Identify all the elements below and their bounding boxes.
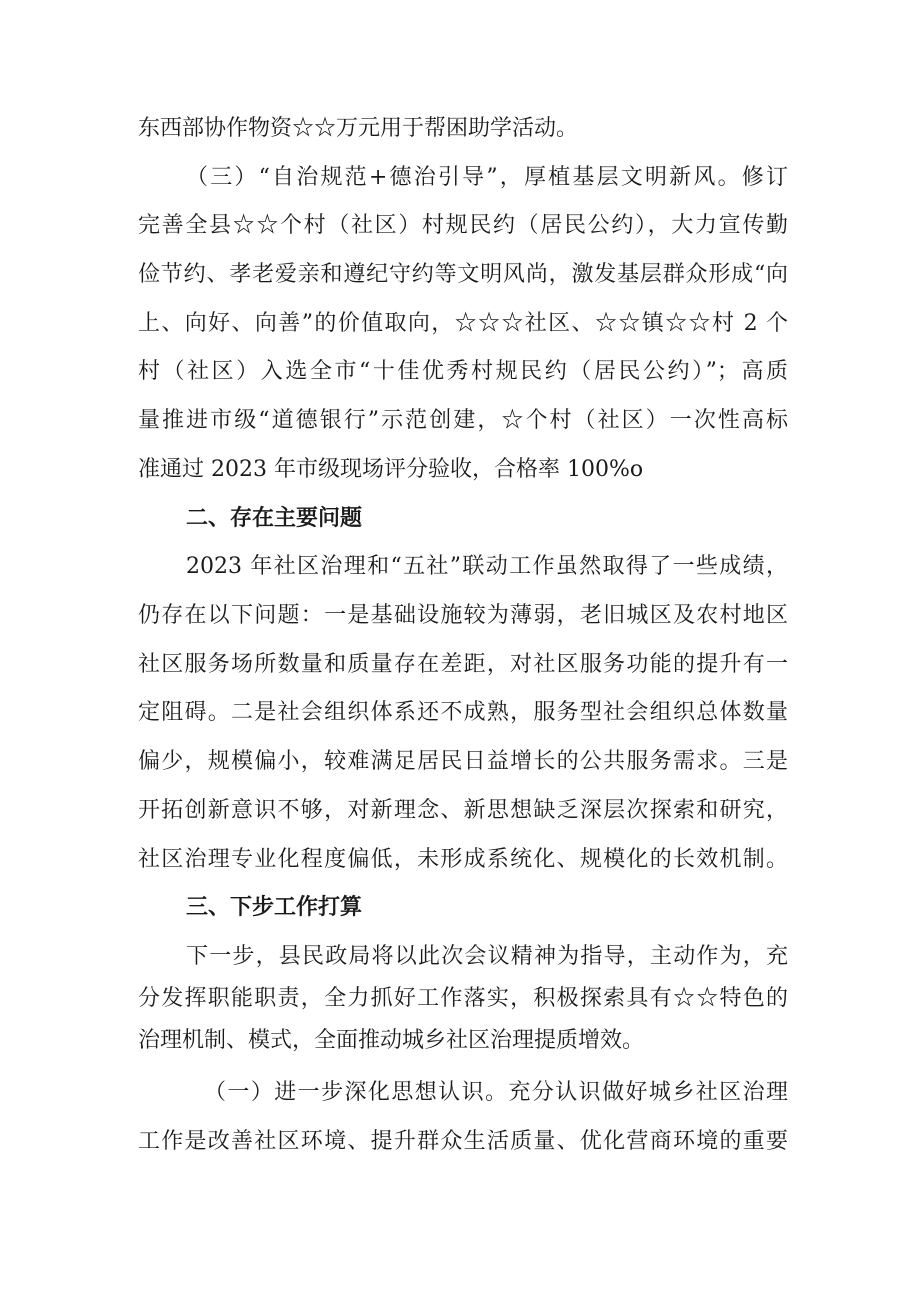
section-heading: 三、下步工作打算 [186,895,363,920]
paragraph-line: 俭节约、孝老爱亲和遵纪守约等文明风尚，激发基层群众形成“向 [138,262,788,287]
paragraph-line: 偏少，规模偏小，较难满足居民日益增长的公共服务需求。三是 [138,749,788,774]
paragraph-line: 准通过 2023 年市级现场评分验收，合格率 100%o [138,457,644,482]
paragraph-line: 工作是改善社区环境、提升群众生活质量、优化营商环境的重要 [138,1129,788,1154]
paragraph-line: 社区服务场所数量和质量存在差距，对社区服务功能的提升有一 [138,652,788,677]
paragraph-line: 下一步，县民政局将以此次会议精神为指导，主动作为，充 [186,944,788,969]
paragraph-line: 定阻碍。二是社会组织体系还不成熟，服务型社会组织总体数量 [138,700,788,725]
paragraph-line: 完善全县☆☆个村（社区）村规民约（居民公约），大力宣传勤 [138,213,788,238]
paragraph-line: （一）进一步深化思想认识。充分认识做好城乡社区治理 [204,1080,788,1105]
paragraph-line: 分发挥职能职责，全力抓好工作落实，积极探索具有☆☆特色的 [138,986,788,1011]
paragraph-line: 量推进市级“道德银行”示范创建，☆个村（社区）一次性高标 [138,408,788,433]
paragraph-line: 上、向好、向善”的价值取向，☆☆☆社区、☆☆镇☆☆村 2 个 [138,311,788,336]
paragraph-line: 村（社区）入选全市“十佳优秀村规民约（居民公约）”；高质 [138,359,788,384]
paragraph-line: 仍存在以下问题：一是基础设施较为薄弱，老旧城区及农村地区 [138,603,788,628]
paragraph-line: 社区治理专业化程度偏低，未形成系统化、规模化的长效机制。 [138,847,788,872]
paragraph-line: 治理机制、模式，全面推动城乡社区治理提质增效。 [138,1028,645,1053]
paragraph-line: 2023 年社区治理和“五社”联动工作虽然取得了一些成绩， [186,554,788,579]
paragraph-line: 开拓创新意识不够，对新理念、新思想缺乏深层次探索和研究， [138,798,788,823]
paragraph-line: 东西部协作物资☆☆万元用于帮困助学活动。 [138,116,579,141]
paragraph-line: （三）“自治规范+德治引导”，厚植基层文明新风。修订 [186,165,788,190]
section-heading: 二、存在主要问题 [186,506,363,531]
